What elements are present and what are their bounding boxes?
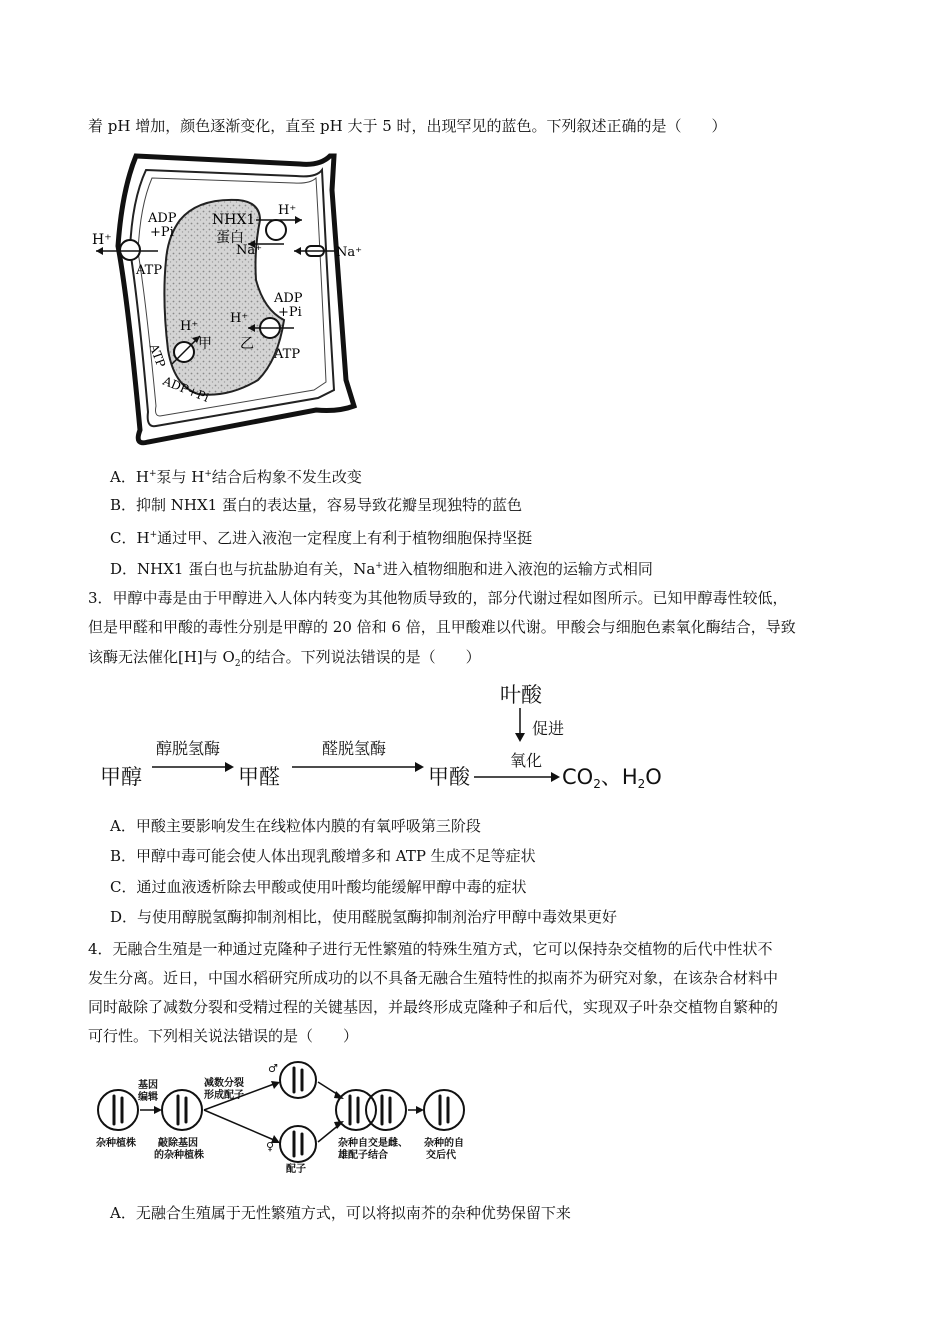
- q2-option-a: A．H+泵与 H+结合后构象不发生改变: [110, 468, 362, 486]
- svg-text:乙: 乙: [240, 336, 254, 352]
- svg-text:敲除基因: 敲除基因: [158, 1138, 198, 1149]
- svg-text:ADP: ADP: [148, 211, 177, 226]
- svg-text:ATP: ATP: [274, 347, 301, 362]
- q3-option-d: D．与使用醇脱氢酶抑制剂相比，使用醛脱氢酶抑制剂治疗甲醇中毒效果更好: [110, 908, 618, 926]
- svg-text:甲酸: 甲酸: [428, 765, 470, 789]
- svg-text:NHX1: NHX1: [212, 212, 256, 228]
- q4-stem-line3: 同时敲除了减数分裂和受精过程的关键基因，并最终形成克隆种子和后代，实现双子叶杂交植物自繁种的: [88, 998, 779, 1016]
- q2-option-b: B．抑制 NHX1 蛋白的表达量，容易导致花瓣呈现独特的蓝色: [110, 496, 522, 514]
- svg-text:配子: 配子: [286, 1164, 306, 1174]
- svg-text:杂种植株: 杂种植株: [96, 1138, 136, 1149]
- svg-text:ADP: ADP: [274, 291, 303, 306]
- svg-text:+Pi: +Pi: [278, 305, 302, 320]
- apomixis-figure: [94, 1058, 484, 1174]
- svg-text:杂种自交是雌、: 杂种自交是雌、: [338, 1138, 408, 1149]
- svg-text:甲醛: 甲醛: [238, 765, 280, 789]
- svg-text:醛脱氢酶: 醛脱氢酶: [322, 739, 387, 758]
- svg-text:交后代: 交后代: [426, 1150, 456, 1161]
- plant-cell-figure: [88, 150, 378, 450]
- q4-stem-line4: 可行性。下列相关说法错误的是（ ）: [88, 1027, 359, 1045]
- svg-text:H⁺: H⁺: [92, 232, 112, 248]
- svg-text:H⁺: H⁺: [278, 203, 297, 218]
- q3-stem-line3: 该酶无法催化[H]与 $O_2$的结合。下列说法错误的是（ ）: [88, 648, 481, 669]
- svg-text:叶酸: 叶酸: [500, 683, 542, 707]
- q4-stem-line1: 4．无融合生殖是一种通过克隆种子进行无性繁殖的特殊生殖方式，它可以保持杂交植物的后代中性状不: [88, 940, 773, 958]
- svg-text:Na⁺: Na⁺: [336, 245, 362, 260]
- q3-option-a: A．甲酸主要影响发生在线粒体内膜的有氧呼吸第三阶段: [110, 817, 481, 835]
- q3-stem-line2: 但是甲醛和甲酸的毒性分别是甲醇的 20 倍和 6 倍，且甲酸难以代谢。甲酸会与细胞色素氧化酶结合，导致: [88, 618, 796, 636]
- svg-text:♂: ♂: [268, 1062, 278, 1075]
- svg-text:甲: 甲: [198, 336, 212, 352]
- svg-text:醇脱氢酶: 醇脱氢酶: [156, 739, 221, 758]
- q3-stem-line1: 3．甲醇中毒是由于甲醇进入人体内转变为其他物质导致的，部分代谢过程如图所示。已知甲醇毒性较低，: [88, 589, 788, 607]
- svg-text:ATP: ATP: [136, 263, 163, 278]
- svg-text:氧化: 氧化: [510, 751, 543, 770]
- q2-option-c: C．H+通过甲、乙进入液泡一定程度上有利于植物细胞保持坚挺: [110, 529, 533, 547]
- svg-text:♀: ♀: [266, 1140, 275, 1153]
- svg-text:形成配子: 形成配子: [204, 1090, 244, 1101]
- svg-text:ATP: ATP: [146, 341, 169, 370]
- svg-text:ADP+Pi: ADP+Pi: [160, 373, 211, 405]
- q2-option-d: D．NHX1 蛋白也与抗盐胁迫有关，Na+进入植物细胞和进入液泡的运输方式相同: [110, 560, 653, 578]
- q4-stem-line2: 发生分离。近日，中国水稻研究所成功的以不具备无融合生殖特性的拟南芥为研究对象，在该杂合材料中: [88, 969, 779, 987]
- q3-option-c: C．通过血液透析除去甲酸或使用叶酸均能缓解甲醇中毒的症状: [110, 878, 527, 896]
- svg-text:的杂种植株: 的杂种植株: [154, 1150, 204, 1161]
- svg-text:减数分裂: 减数分裂: [204, 1078, 244, 1089]
- svg-text:基因: 基因: [138, 1080, 158, 1091]
- svg-text:编辑: 编辑: [138, 1092, 158, 1103]
- svg-text:+Pi: +Pi: [150, 225, 174, 240]
- q2-stem-tail: 着 pH 增加，颜色逐渐变化，直至 pH 大于 5 时，出现罕见的蓝色。下列叙述正确的是（ ）: [88, 117, 727, 135]
- svg-text:甲醇: 甲醇: [100, 765, 142, 789]
- svg-text:CO2、H2O: CO2、H2O: [562, 765, 662, 791]
- left-pump: [120, 240, 140, 260]
- svg-text:促进: 促进: [532, 719, 565, 738]
- q4-option-a: A．无融合生殖属于无性繁殖方式，可以将拟南芥的杂种优势保留下来: [110, 1204, 571, 1222]
- q3-option-b: B．甲醇中毒可能会使人体出现乳酸增多和 ATP 生成不足等症状: [110, 847, 536, 865]
- svg-text:H⁺: H⁺: [230, 311, 249, 326]
- svg-text:雄配子结合: 雄配子结合: [338, 1150, 388, 1161]
- svg-text:蛋白: 蛋白: [216, 230, 244, 246]
- svg-text:杂种的自: 杂种的自: [424, 1138, 464, 1149]
- methanol-pathway-figure: [96, 676, 676, 802]
- svg-text:Na⁺: Na⁺: [236, 243, 262, 258]
- nhx1-antiporter: [266, 220, 286, 240]
- svg-text:H⁺: H⁺: [180, 319, 199, 334]
